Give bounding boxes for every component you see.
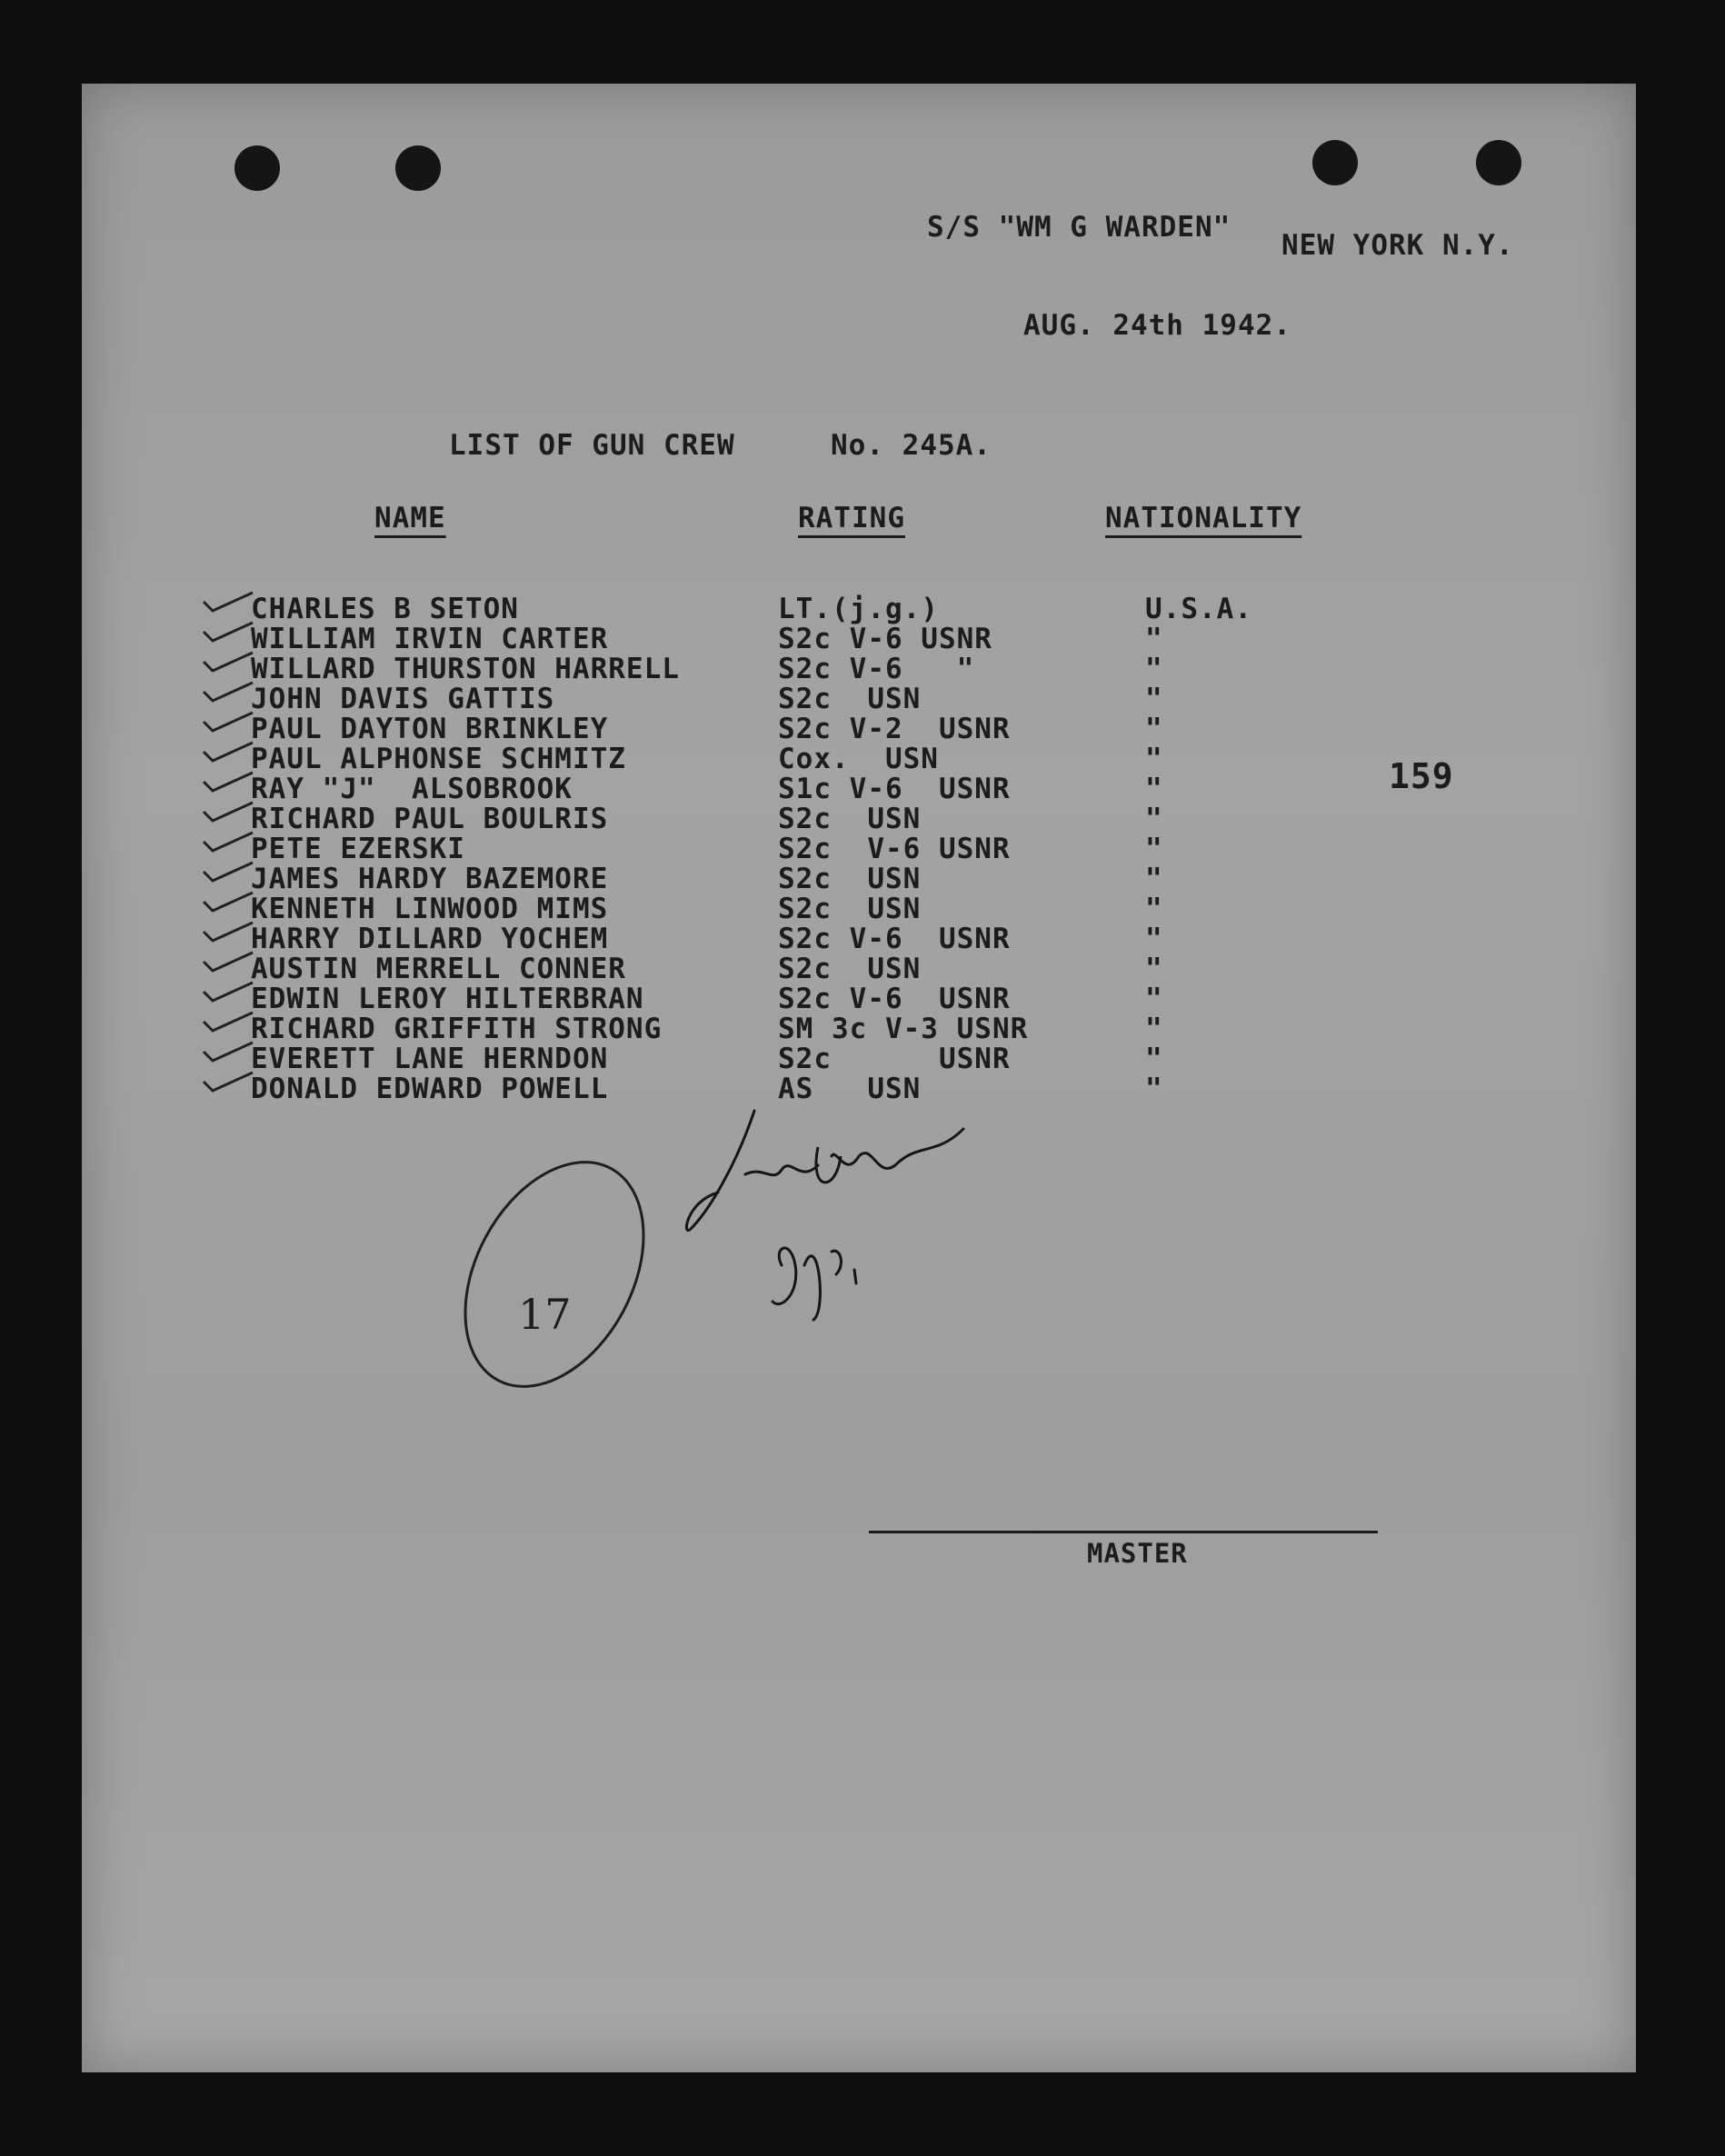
crew-name: CHARLES B SETON <box>251 593 519 625</box>
check-mark-icon <box>200 711 256 733</box>
check-mark-icon <box>200 831 256 853</box>
crew-nationality: " <box>1145 833 1163 865</box>
punch-hole-left-1 <box>234 145 280 191</box>
crew-nationality: " <box>1145 1073 1163 1105</box>
crew-rating: SM 3c V-3 USNR <box>778 1013 1029 1045</box>
list-number: No. 245A. <box>831 429 992 462</box>
crew-name: RAY "J" ALSOBROOK <box>251 773 573 805</box>
crew-nationality: U.S.A. <box>1145 593 1252 625</box>
check-mark-icon <box>200 1011 256 1033</box>
crew-name: DONALD EDWARD POWELL <box>251 1073 609 1105</box>
crew-name: PAUL DAYTON BRINKLEY <box>251 713 609 745</box>
circled-count: 17 <box>518 1290 572 1339</box>
table-row <box>82 953 1636 983</box>
crew-nationality: " <box>1145 1013 1163 1045</box>
crew-name: PETE EZERSKI <box>251 833 465 865</box>
crew-rating: S2c USN <box>778 893 922 925</box>
crew-name: HARRY DILLARD YOCHEM <box>251 923 609 955</box>
list-title: LIST OF GUN CREW <box>449 429 735 462</box>
check-mark-icon <box>200 861 256 883</box>
document-date: AUG. 24th 1942. <box>1023 309 1291 342</box>
crew-nationality: " <box>1145 713 1163 745</box>
crew-nationality: " <box>1145 623 1163 655</box>
crew-rating: S2c V-6 USNR <box>778 623 992 655</box>
table-row <box>82 983 1636 1013</box>
table-row <box>82 923 1636 953</box>
crew-rating: S2c V-6 USNR <box>778 923 1011 955</box>
check-mark-icon <box>200 621 256 643</box>
check-mark-icon <box>200 1071 256 1093</box>
table-row <box>82 833 1636 863</box>
check-mark-icon <box>200 651 256 673</box>
table-row <box>82 713 1636 744</box>
check-mark-icon <box>200 891 256 913</box>
check-mark-icon <box>200 1041 256 1063</box>
document-page <box>82 84 1636 2072</box>
check-mark-icon <box>200 591 256 613</box>
table-row <box>82 623 1636 654</box>
crew-nationality: " <box>1145 923 1163 955</box>
check-mark-icon <box>200 921 256 943</box>
crew-name: EDWIN LEROY HILTERBRAN <box>251 983 644 1015</box>
crew-name: RICHARD PAUL BOULRIS <box>251 803 609 835</box>
table-row <box>82 683 1636 714</box>
crew-nationality: " <box>1145 773 1163 805</box>
crew-rating: S1c V-6 USNR <box>778 773 1011 805</box>
crew-rating: S2c USN <box>778 863 922 895</box>
crew-rating: Cox. USN <box>778 743 939 775</box>
crew-rating: S2c USN <box>778 803 922 835</box>
column-header-rating: RATING <box>798 502 905 534</box>
table-row <box>82 863 1636 893</box>
crew-name: JOHN DAVIS GATTIS <box>251 683 555 715</box>
table-row <box>82 653 1636 684</box>
crew-rating: S2c V-2 USNR <box>778 713 1011 745</box>
crew-rating: S2c USNR <box>778 1043 1011 1075</box>
column-header-name: NAME <box>374 502 446 534</box>
crew-nationality: " <box>1145 683 1163 715</box>
column-header-nationality: NATIONALITY <box>1105 502 1302 534</box>
check-mark-icon <box>200 801 256 823</box>
check-mark-icon <box>200 951 256 973</box>
punch-hole-right-2 <box>1476 140 1521 185</box>
crew-nationality: " <box>1145 653 1163 685</box>
crew-nationality: " <box>1145 863 1163 895</box>
crew-name: WILLARD THURSTON HARRELL <box>251 653 680 685</box>
crew-nationality: " <box>1145 743 1163 775</box>
crew-nationality: " <box>1145 1043 1163 1075</box>
punch-hole-left-2 <box>395 145 441 191</box>
crew-name: EVERETT LANE HERNDON <box>251 1043 609 1075</box>
page-number: 159 <box>1389 756 1454 796</box>
table-row <box>82 1013 1636 1043</box>
port-name: NEW YORK N.Y. <box>1281 229 1514 262</box>
table-row <box>82 593 1636 624</box>
crew-name: PAUL ALPHONSE SCHMITZ <box>251 743 626 775</box>
table-row <box>82 893 1636 923</box>
check-mark-icon <box>200 741 256 763</box>
crew-rating: S2c V-6 USNR <box>778 983 1011 1015</box>
crew-name: RICHARD GRIFFITH STRONG <box>251 1013 663 1045</box>
crew-nationality: " <box>1145 803 1163 835</box>
ship-name: S/S "WM G WARDEN" <box>927 211 1231 244</box>
crew-nationality: " <box>1145 953 1163 985</box>
crew-name: JAMES HARDY BAZEMORE <box>251 863 609 895</box>
table-row <box>82 743 1636 774</box>
crew-rating: S2c V-6 USNR <box>778 833 1011 865</box>
crew-nationality: " <box>1145 983 1163 1015</box>
check-mark-icon <box>200 771 256 793</box>
signature-label: MASTER <box>1087 1538 1188 1569</box>
check-mark-icon <box>200 981 256 1003</box>
crew-nationality: " <box>1145 893 1163 925</box>
crew-name: WILLIAM IRVIN CARTER <box>251 623 609 655</box>
table-row <box>82 773 1636 804</box>
punch-hole-right-1 <box>1312 140 1358 185</box>
crew-rating: S2c USN <box>778 683 922 715</box>
crew-rating: S2c V-6 " <box>778 653 975 685</box>
crew-rating: AS USN <box>778 1073 922 1105</box>
table-row <box>82 1043 1636 1073</box>
crew-name: AUSTIN MERRELL CONNER <box>251 953 626 985</box>
handwritten-signature <box>682 1093 1109 1365</box>
table-row <box>82 803 1636 833</box>
signature-line <box>869 1531 1378 1533</box>
crew-rating: S2c USN <box>778 953 922 985</box>
crew-name: KENNETH LINWOOD MIMS <box>251 893 609 925</box>
check-mark-icon <box>200 681 256 703</box>
crew-rating: LT.(j.g.) <box>778 593 939 625</box>
